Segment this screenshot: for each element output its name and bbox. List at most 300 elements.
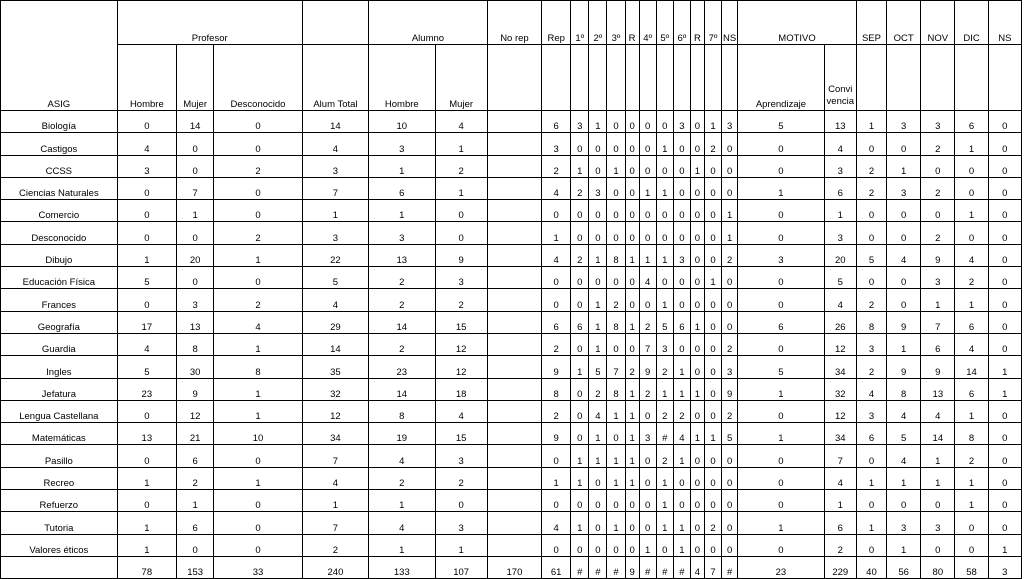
table-cell: 2 <box>369 467 435 489</box>
table-cell: 0 <box>704 177 721 199</box>
table-cell: 0 <box>738 400 825 422</box>
table-cell: 7 <box>639 333 656 355</box>
table-cell: 1 <box>887 534 921 556</box>
table-cell: 0 <box>177 133 214 155</box>
table-cell: # <box>607 556 625 578</box>
table-cell: 9 <box>921 356 955 378</box>
table-cell: 1 <box>673 512 690 534</box>
table-cell: 0 <box>988 289 1021 311</box>
table-cell: 18 <box>435 378 487 400</box>
table-cell: 6 <box>824 177 856 199</box>
table-cell: 7 <box>177 177 214 199</box>
table-cell: 0 <box>722 534 738 556</box>
table-cell: 0 <box>690 177 704 199</box>
table-cell: 2 <box>673 400 690 422</box>
table-cell: 0 <box>921 534 955 556</box>
table-cell: 1 <box>656 467 673 489</box>
table-cell: 14 <box>921 423 955 445</box>
table-cell: 14 <box>302 333 368 355</box>
table-cell: 1 <box>639 244 656 266</box>
table-cell: # <box>639 556 656 578</box>
table-cell: 1 <box>656 490 673 512</box>
table-cell: 133 <box>369 556 435 578</box>
table-cell: 3 <box>921 267 955 289</box>
table-cell: 0 <box>639 133 656 155</box>
table-row <box>1 445 1022 467</box>
table-cell: 3 <box>117 155 176 177</box>
table-cell: 2 <box>856 155 886 177</box>
table-row <box>1 400 1022 422</box>
table-cell: 1 <box>887 333 921 355</box>
table-cell: 3 <box>302 222 368 244</box>
table-cell: 1 <box>625 445 639 467</box>
table-cell: 0 <box>887 267 921 289</box>
table-cell: 0 <box>214 490 303 512</box>
table-cell: 9 <box>542 423 571 445</box>
table-cell: 0 <box>571 333 589 355</box>
table-cell: 4 <box>542 244 571 266</box>
header-grade-6: 6º <box>673 1 690 45</box>
header-cell <box>988 45 1021 111</box>
table-cell: 2 <box>639 378 656 400</box>
table-cell: 3 <box>887 512 921 534</box>
table-cell: 1 <box>589 333 607 355</box>
header-alum-hombre: Hombre <box>369 45 435 111</box>
header-cell <box>571 45 589 111</box>
header-cell <box>921 45 955 111</box>
table-cell: 3 <box>435 445 487 467</box>
table-cell: 1 <box>887 155 921 177</box>
table-cell <box>487 133 541 155</box>
table-cell: 2 <box>571 177 589 199</box>
table-cell: 0 <box>117 289 176 311</box>
table-cell: 7 <box>302 512 368 534</box>
table-cell: 13 <box>824 111 856 133</box>
table-cell: 2 <box>704 512 721 534</box>
table-cell: 3 <box>722 111 738 133</box>
table-cell: 12 <box>435 356 487 378</box>
table-cell: 4 <box>824 289 856 311</box>
table-cell: 0 <box>988 155 1021 177</box>
table-cell: 0 <box>214 267 303 289</box>
table-cell: # <box>571 556 589 578</box>
table-cell: 0 <box>542 534 571 556</box>
table-cell: 14 <box>177 111 214 133</box>
header-cell <box>673 45 690 111</box>
table-cell: 2 <box>921 177 955 199</box>
table-cell: 4 <box>369 445 435 467</box>
header-no-rep: No rep <box>487 1 541 45</box>
table-cell: 0 <box>955 512 988 534</box>
table-cell: 3 <box>673 244 690 266</box>
table-cell: 0 <box>887 490 921 512</box>
table-cell: 0 <box>738 534 825 556</box>
table-cell: # <box>656 556 673 578</box>
table-cell: 6 <box>955 378 988 400</box>
table-cell: 4 <box>369 512 435 534</box>
table-cell: 0 <box>988 400 1021 422</box>
table-cell: 2 <box>214 155 303 177</box>
table-cell: 1 <box>542 467 571 489</box>
header-profesor: Profesor <box>117 1 302 45</box>
header-cell <box>722 45 738 111</box>
table-cell: 12 <box>435 333 487 355</box>
totals-row <box>1 556 1022 578</box>
table-cell: 0 <box>955 177 988 199</box>
table-cell: 0 <box>988 311 1021 333</box>
table-cell: 29 <box>302 311 368 333</box>
header-month-ns: NS <box>988 1 1021 45</box>
table-row <box>1 111 1022 133</box>
table-row <box>1 423 1022 445</box>
table-cell: 0 <box>639 445 656 467</box>
table-cell: 229 <box>824 556 856 578</box>
table-cell: 1 <box>607 400 625 422</box>
table-cell: 0 <box>639 222 656 244</box>
table-cell: 0 <box>607 534 625 556</box>
table-cell: 1 <box>690 378 704 400</box>
table-cell: 3 <box>856 400 886 422</box>
table-cell: 2 <box>435 155 487 177</box>
table-cell: 0 <box>607 200 625 222</box>
table-cell: 26 <box>824 311 856 333</box>
table-cell: 0 <box>625 267 639 289</box>
table-cell: 0 <box>722 267 738 289</box>
table-cell: 0 <box>571 490 589 512</box>
table-cell: 2 <box>177 467 214 489</box>
table-cell <box>487 289 541 311</box>
table-cell: 0 <box>673 267 690 289</box>
table-cell: 0 <box>738 133 825 155</box>
table-cell: 6 <box>542 111 571 133</box>
table-cell: 3 <box>824 222 856 244</box>
table-cell: 0 <box>988 244 1021 266</box>
table-cell <box>487 244 541 266</box>
header-cell <box>625 45 639 111</box>
table-cell <box>487 200 541 222</box>
row-label: Guardia <box>1 333 118 355</box>
table-cell: 0 <box>673 333 690 355</box>
table-cell: 0 <box>625 333 639 355</box>
table-cell: 4 <box>302 467 368 489</box>
table-cell: 2 <box>656 445 673 467</box>
table-cell <box>487 445 541 467</box>
table-cell: 2 <box>369 267 435 289</box>
table-cell: 0 <box>988 467 1021 489</box>
table-cell: 153 <box>177 556 214 578</box>
table-cell: 78 <box>117 556 176 578</box>
table-cell: 107 <box>435 556 487 578</box>
table-cell: 1 <box>656 244 673 266</box>
table-cell: 6 <box>955 111 988 133</box>
table-cell: 0 <box>625 512 639 534</box>
header-dic: DIC <box>955 1 988 45</box>
table-cell: 0 <box>571 378 589 400</box>
table-cell <box>487 111 541 133</box>
table-cell: 2 <box>571 244 589 266</box>
table-cell: 0 <box>607 423 625 445</box>
table-cell: 0 <box>607 267 625 289</box>
table-cell: 10 <box>369 111 435 133</box>
table-cell: 0 <box>589 155 607 177</box>
header-grade-7: 7º <box>704 1 721 45</box>
table-cell: 0 <box>625 200 639 222</box>
table-cell: 1 <box>856 512 886 534</box>
table-cell: 1 <box>117 534 176 556</box>
header-cell <box>639 45 656 111</box>
table-cell: 23 <box>369 356 435 378</box>
table-cell: 1 <box>921 289 955 311</box>
table-cell: 2 <box>824 534 856 556</box>
table-cell: 1 <box>690 423 704 445</box>
table-cell: 8 <box>856 311 886 333</box>
table-cell: 0 <box>704 311 721 333</box>
table-cell: 0 <box>738 267 825 289</box>
table-cell: 0 <box>117 490 176 512</box>
table-cell: 1 <box>117 467 176 489</box>
table-cell: 3 <box>887 111 921 133</box>
table-cell: 3 <box>988 556 1021 578</box>
table-cell: 12 <box>824 333 856 355</box>
header-cell <box>487 45 541 111</box>
table-cell: 0 <box>856 267 886 289</box>
table-cell: 0 <box>690 333 704 355</box>
table-cell: 0 <box>673 222 690 244</box>
table-cell: 0 <box>214 133 303 155</box>
table-cell: 1 <box>607 512 625 534</box>
table-cell: 1 <box>589 423 607 445</box>
table-row <box>1 289 1022 311</box>
table-cell: 3 <box>921 111 955 133</box>
table-cell: 0 <box>571 222 589 244</box>
table-cell: 0 <box>988 133 1021 155</box>
table-cell: 0 <box>955 534 988 556</box>
table-cell: 4 <box>589 400 607 422</box>
table-cell: 8 <box>607 378 625 400</box>
table-cell: 1 <box>369 490 435 512</box>
table-cell: 0 <box>722 177 738 199</box>
table-cell <box>487 177 541 199</box>
table-cell: 2 <box>921 222 955 244</box>
table-cell: 0 <box>625 177 639 199</box>
table-cell: 7 <box>302 445 368 467</box>
table-cell: 1 <box>435 177 487 199</box>
table-cell: 0 <box>690 200 704 222</box>
table-cell: 1 <box>738 512 825 534</box>
table-cell: 1 <box>589 111 607 133</box>
table-cell: 1 <box>921 445 955 467</box>
table-cell: 0 <box>625 133 639 155</box>
table-cell: 1 <box>921 467 955 489</box>
table-cell: 240 <box>302 556 368 578</box>
table-cell: 4 <box>955 333 988 355</box>
table-cell: 0 <box>214 512 303 534</box>
table-cell: 2 <box>214 222 303 244</box>
table-cell: 0 <box>117 445 176 467</box>
table-body <box>1 111 1022 579</box>
table-cell: 1 <box>589 244 607 266</box>
table-cell: 9 <box>887 356 921 378</box>
table-cell: 0 <box>690 400 704 422</box>
table-cell: 33 <box>214 556 303 578</box>
row-label: Jefatura <box>1 378 118 400</box>
table-cell: 0 <box>704 400 721 422</box>
table-cell: 0 <box>722 490 738 512</box>
row-label: Frances <box>1 289 118 311</box>
table-cell: 1 <box>738 378 825 400</box>
table-cell: 0 <box>690 467 704 489</box>
table-cell: 1 <box>571 445 589 467</box>
header-cell <box>589 45 607 111</box>
row-label: Biología <box>1 111 118 133</box>
table-cell: 1 <box>988 378 1021 400</box>
table-cell: 0 <box>639 467 656 489</box>
table-cell: 4 <box>887 400 921 422</box>
table-cell: 4 <box>690 556 704 578</box>
table-cell: 2 <box>955 267 988 289</box>
table-row <box>1 467 1022 489</box>
table-cell: 0 <box>571 133 589 155</box>
table-cell: 0 <box>988 177 1021 199</box>
table-cell: 5 <box>722 423 738 445</box>
table-cell: 1 <box>955 467 988 489</box>
table-cell: 0 <box>673 467 690 489</box>
table-cell: 0 <box>738 155 825 177</box>
table-cell: 8 <box>607 244 625 266</box>
table-cell <box>487 534 541 556</box>
table-cell: 4 <box>824 467 856 489</box>
table-cell: 5 <box>589 356 607 378</box>
table-cell: 0 <box>856 200 886 222</box>
table-cell: 1 <box>177 490 214 512</box>
table-cell: 0 <box>214 177 303 199</box>
table-cell: 1 <box>656 177 673 199</box>
table-cell: 0 <box>435 490 487 512</box>
table-cell: 0 <box>571 534 589 556</box>
table-cell: 0 <box>921 200 955 222</box>
table-cell: 0 <box>214 445 303 467</box>
table-cell: 0 <box>589 467 607 489</box>
table-cell: 1 <box>302 490 368 512</box>
row-label: Matemáticas <box>1 423 118 445</box>
table-cell: 2 <box>542 155 571 177</box>
table-cell: 0 <box>639 512 656 534</box>
table-cell: 2 <box>542 400 571 422</box>
table-cell: 56 <box>887 556 921 578</box>
table-cell: 0 <box>690 222 704 244</box>
table-cell: 0 <box>571 289 589 311</box>
table-cell: 0 <box>571 400 589 422</box>
table-row <box>1 244 1022 266</box>
table-cell: 0 <box>589 512 607 534</box>
table-cell: 3 <box>673 111 690 133</box>
row-label: Desconocido <box>1 222 118 244</box>
table-cell: 0 <box>704 467 721 489</box>
header-asig: ASIG <box>1 1 118 111</box>
table-cell: 0 <box>673 200 690 222</box>
header-prof-mujer: Mujer <box>177 45 214 111</box>
table-cell: 8 <box>607 311 625 333</box>
table-cell: 1 <box>571 512 589 534</box>
table-cell: 2 <box>435 289 487 311</box>
table-cell: 6 <box>542 311 571 333</box>
table-row <box>1 490 1022 512</box>
table-cell: 1 <box>673 378 690 400</box>
header-grade-r2: R <box>690 1 704 45</box>
table-cell: 5 <box>117 267 176 289</box>
table-cell: 1 <box>639 177 656 199</box>
table-cell: 0 <box>625 111 639 133</box>
header-empty <box>302 1 368 45</box>
row-label: Castigos <box>1 133 118 155</box>
table-cell: 0 <box>589 222 607 244</box>
table-cell: 1 <box>214 333 303 355</box>
table-cell: 1 <box>887 467 921 489</box>
header-row-2 <box>1 45 1022 111</box>
table-cell: 1 <box>214 378 303 400</box>
table-cell: 2 <box>639 311 656 333</box>
table-cell: 0 <box>690 534 704 556</box>
table-cell: 1 <box>435 133 487 155</box>
table-cell: 0 <box>690 289 704 311</box>
table-cell: 34 <box>824 356 856 378</box>
row-label: Lengua Castellana <box>1 400 118 422</box>
table-cell: 2 <box>542 333 571 355</box>
table-cell: 4 <box>824 133 856 155</box>
table-cell: 1 <box>824 490 856 512</box>
table-cell: 8 <box>177 333 214 355</box>
table-cell: 0 <box>673 155 690 177</box>
table-cell: 0 <box>571 423 589 445</box>
table-cell: 0 <box>589 133 607 155</box>
table-cell: 6 <box>673 311 690 333</box>
table-cell: 3 <box>921 512 955 534</box>
table-cell: 3 <box>369 222 435 244</box>
table-cell: 0 <box>542 289 571 311</box>
header-nov: NOV <box>921 1 955 45</box>
table-cell: 0 <box>435 200 487 222</box>
header-grade-3: 3º <box>607 1 625 45</box>
table-cell: 1 <box>625 378 639 400</box>
table-cell: 3 <box>435 512 487 534</box>
table-cell: 0 <box>704 378 721 400</box>
table-cell: 2 <box>435 467 487 489</box>
header-rep: Rep <box>542 1 571 45</box>
table-cell: 0 <box>988 222 1021 244</box>
header-cell <box>542 45 571 111</box>
table-row <box>1 222 1022 244</box>
table-cell: 19 <box>369 423 435 445</box>
table-cell: 0 <box>625 289 639 311</box>
table-cell: 1 <box>639 534 656 556</box>
table-cell: 3 <box>639 423 656 445</box>
row-label: Tutoria <box>1 512 118 534</box>
table-cell: 0 <box>607 177 625 199</box>
table-cell <box>487 311 541 333</box>
table-cell: 1 <box>656 289 673 311</box>
table-cell: 2 <box>856 177 886 199</box>
table-row <box>1 155 1022 177</box>
header-grade-1: 1º <box>571 1 589 45</box>
table-cell: 1 <box>571 356 589 378</box>
table-cell: 0 <box>921 155 955 177</box>
table-row <box>1 333 1022 355</box>
table-cell: 13 <box>177 311 214 333</box>
table-cell: 0 <box>704 244 721 266</box>
row-label <box>1 556 118 578</box>
table-cell <box>487 490 541 512</box>
table-cell: 3 <box>656 333 673 355</box>
